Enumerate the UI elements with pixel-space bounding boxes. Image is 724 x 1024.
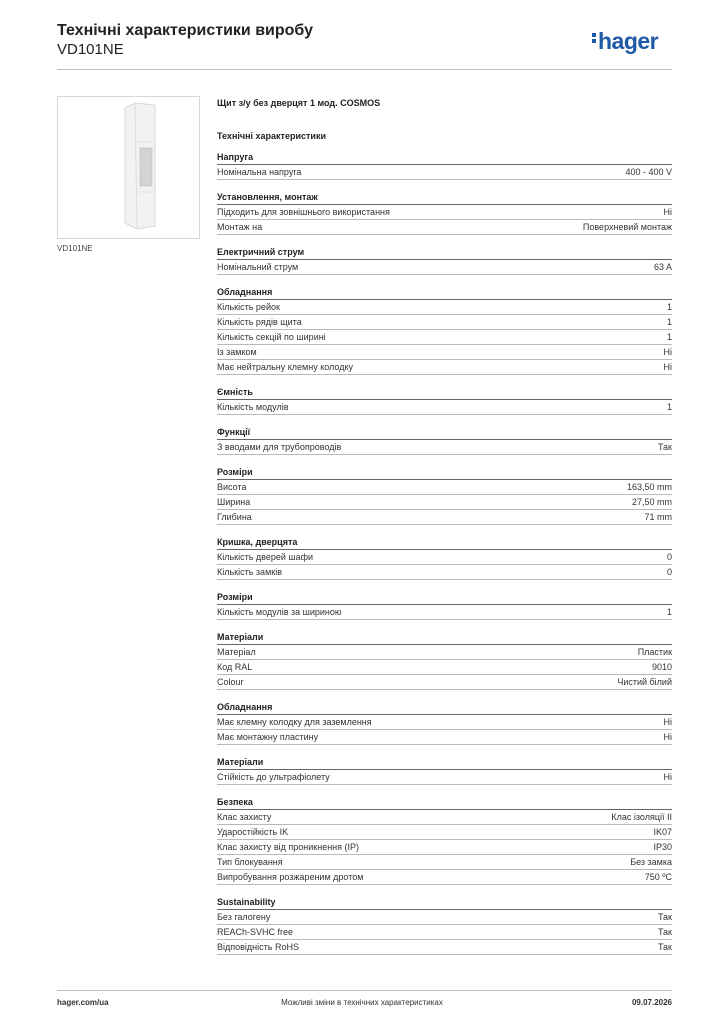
spec-label: Colour [217,677,244,687]
spec-label: Ударостійкість IK [217,827,289,837]
spec-row [217,825,672,840]
spec-label: З вводами для трубопроводів [217,442,342,452]
spec-row [217,675,672,690]
spec-label: Кількість рядів щита [217,317,302,327]
spec-section [217,190,672,235]
spec-sections [217,150,672,955]
spec-section [217,245,672,275]
spec-label: Має клемну колодку для заземлення [217,717,372,727]
spec-section [217,700,672,745]
spec-section [217,425,672,455]
spec-value: Чистий білий [617,677,672,687]
footer-divider [57,990,672,991]
spec-section [217,755,672,785]
spec-row [217,315,672,330]
product-image-frame [57,96,200,239]
spec-row [217,510,672,525]
product-title: Щит з/у без дверцят 1 мод. COSMOS [217,98,381,108]
section-title: Розміри [217,590,672,605]
spec-label: Клас захисту [217,812,272,822]
spec-row [217,165,672,180]
spec-value: Ні [663,772,672,782]
spec-label: Має нейтральну клемну колодку [217,362,353,372]
spec-value: 63 A [653,262,672,272]
spec-label: Глибина [217,512,252,522]
spec-row [217,910,672,925]
spec-row [217,495,672,510]
spec-value: 9010 [651,662,672,672]
spec-row [217,400,672,415]
spec-value: IP30 [653,842,672,852]
spec-label: Підходить для зовнішнього використання [217,207,390,217]
spec-value: 1 [666,607,672,617]
product-image-icon [121,102,157,230]
spec-value: Ні [663,717,672,727]
footer-disclaimer: Можливі зміни в технічних характеристиках [281,998,443,1007]
footer-website-link[interactable]: hager.com/ua [57,998,109,1007]
spec-row [217,345,672,360]
logo-dots-icon [592,31,596,45]
spec-label: Має монтажну пластину [217,732,319,742]
spec-row [217,660,672,675]
spec-row [217,565,672,580]
spec-section [217,795,672,885]
spec-section [217,465,672,525]
spec-label: Номінальний струм [217,262,299,272]
spec-row [217,940,672,955]
spec-label: Кількість рейок [217,302,280,312]
spec-row [217,810,672,825]
spec-section [217,590,672,620]
section-title: Розміри [217,465,672,480]
spec-section [217,150,672,180]
spec-row [217,260,672,275]
spec-value: Ні [663,207,672,217]
spec-value: 1 [666,402,672,412]
spec-row [217,330,672,345]
spec-label: Випробування розжареним дротом [217,872,364,882]
spec-label: Кількість замків [217,567,282,577]
spec-row [217,480,672,495]
spec-value: Ні [663,362,672,372]
spec-value: 1 [666,317,672,327]
section-title: Ємність [217,385,672,400]
spec-value: Поверхневий монтаж [582,222,672,232]
spec-section [217,535,672,580]
spec-value: 27,50 mm [631,497,672,507]
spec-section [217,895,672,955]
page-title: Технічні характеристики виробу [57,22,313,39]
spec-value: Так [657,442,672,452]
spec-label: Кількість модулів [217,402,289,412]
spec-label: Клас захисту від проникнення (IP) [217,842,360,852]
spec-label: Номінальна напруга [217,167,302,177]
logo-text: hager [598,28,659,54]
spec-row [217,715,672,730]
spec-label: Код RAL [217,662,253,672]
spec-row [217,300,672,315]
spec-label: Ширина [217,497,251,507]
spec-value: Так [657,942,672,952]
spec-label: Матеріал [217,647,256,657]
spec-row [217,925,672,940]
spec-label: Висота [217,482,247,492]
spec-value: 400 - 400 V [625,167,672,177]
spec-row [217,645,672,660]
spec-section [217,630,672,690]
spec-label: Кількість модулів за шириною [217,607,342,617]
spec-value: Клас ізоляції II [611,812,672,822]
spec-value: 750 ºC [644,872,672,882]
spec-row [217,855,672,870]
spec-section [217,385,672,415]
hager-logo [592,28,658,55]
spec-row [217,440,672,455]
spec-label: REACh-SVHC free [217,927,294,937]
spec-value: Так [657,912,672,922]
spec-value: 163,50 mm [626,482,672,492]
spec-value: Ні [663,347,672,357]
product-code: VD101NE [57,41,124,58]
spec-value: Пластик [637,647,672,657]
spec-row [217,220,672,235]
spec-section [217,285,672,375]
spec-label: Монтаж на [217,222,263,232]
spec-row [217,840,672,855]
header-divider [57,69,672,70]
spec-label: Кількість дверей шафи [217,552,314,562]
section-title: Безпека [217,795,672,810]
section-title: Функції [217,425,672,440]
spec-value: IK07 [653,827,672,837]
spec-value: Без замка [630,857,672,867]
spec-row [217,870,672,885]
spec-row [217,205,672,220]
spec-label: Стійкість до ультрафіолету [217,772,330,782]
spec-content [217,96,672,965]
spec-value: 1 [666,332,672,342]
footer-date: 09.07.2026 [631,998,672,1007]
tech-specs-heading: Технічні характеристики [217,131,326,141]
section-title: Напруга [217,150,672,165]
spec-value: Так [657,927,672,937]
spec-value: Ні [663,732,672,742]
section-title: Установлення, монтаж [217,190,672,205]
section-title: Обладнання [217,285,672,300]
section-title: Матеріали [217,630,672,645]
spec-value: 1 [666,302,672,312]
section-title: Кришка, дверцята [217,535,672,550]
section-title: Sustainability [217,895,672,910]
spec-label: Із замком [217,347,257,357]
spec-label: Без галогену [217,912,271,922]
spec-label: Кількість секцій по ширині [217,332,326,342]
spec-row [217,605,672,620]
section-title: Обладнання [217,700,672,715]
section-title: Матеріали [217,755,672,770]
image-caption: VD101NE [57,244,93,253]
spec-value: 71 mm [644,512,672,522]
spec-label: Тип блокування [217,857,283,867]
spec-label: Відповідність RoHS [217,942,299,952]
spec-value: 0 [666,567,672,577]
spec-row [217,730,672,745]
spec-row [217,360,672,375]
spec-row [217,770,672,785]
spec-row [217,550,672,565]
section-title: Електричний струм [217,245,672,260]
spec-value: 0 [666,552,672,562]
